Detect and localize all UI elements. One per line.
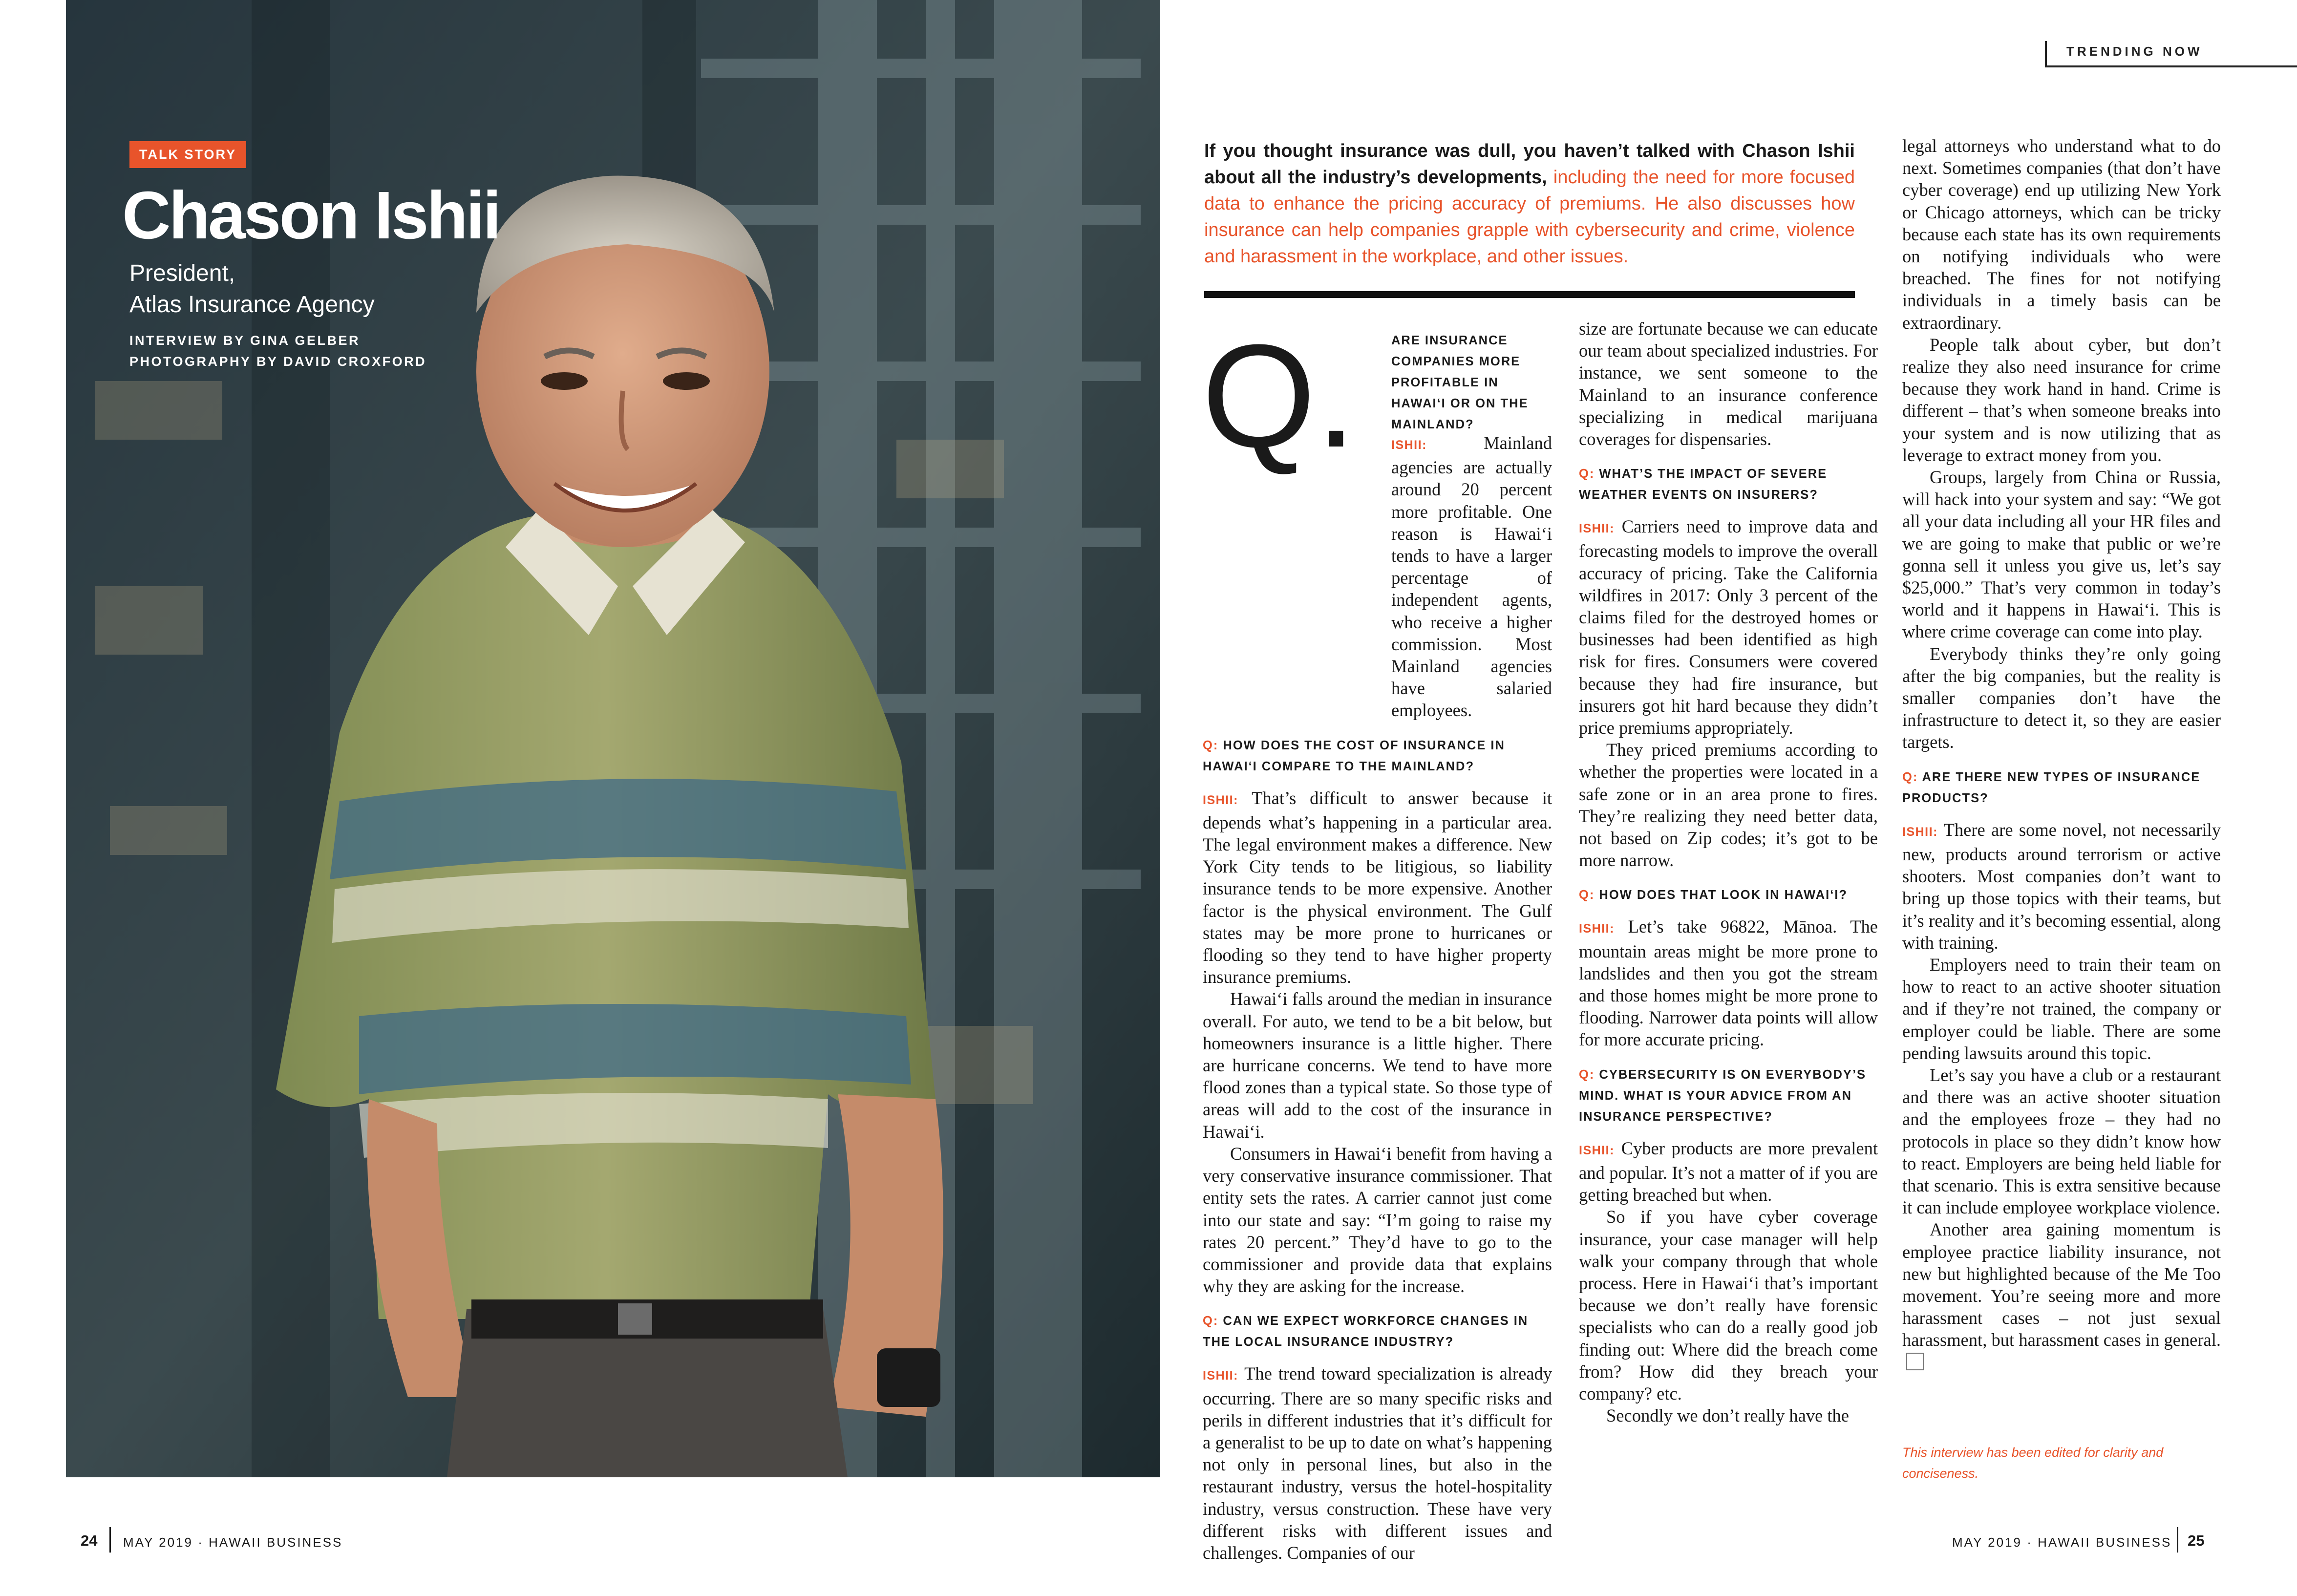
answer-7c: Let’s say you have a club or a restaurant and there was an active shooter situation and the employees froze – they had no protocols in place so they didn’t know how to react. Employers are being held liable for that scenario. This is extra sensitive because it can include employee workplace violence.	[1902, 1064, 2221, 1218]
question-4: Q: WHAT’S THE IMPACT OF SEVERE WEATHER EVENTS ON INSURERS?	[1579, 467, 1828, 502]
section-rule-vertical	[2045, 41, 2047, 67]
question-7: Q: ARE THERE NEW TYPES OF INSURANCE PRODUCTS?	[1902, 770, 2201, 805]
footer-left: MAY 2019 · HAWAII BUSINESS	[123, 1535, 343, 1550]
answer-6-cont: legal attorneys who understand what to do next. Sometimes companies (that don’t have cyber coverage) end up utilizing New York or Chicago attorneys, which can be tricky because each state has its own requirements on notifying individuals who were breached. The fines for not notifying individuals in a timely basis can be extraordinary.	[1902, 136, 2221, 333]
answer-6b: So if you have cyber coverage insurance, your case manager will help walk your company through that whole process. Here in Hawai‘i that’s important because we don’t really have forensic specialists who can do a really good job finding out: Where did the breach come from? How did they breach your company? etc.	[1579, 1207, 1878, 1404]
page-number-left: 24	[81, 1532, 98, 1549]
answer-6: ISHII: Cyber products are more prevalent and popular. It’s not a matter of if you are getting breached but when.	[1579, 1138, 1878, 1205]
footer-right: MAY 2019 · HAWAII BUSINESS	[1952, 1535, 2172, 1550]
speaker-label: ISHII:	[1391, 438, 1427, 452]
answer-4: ISHII: Carriers need to improve data and forecasting models to improve the overall accuracy of pricing. Take the California wildfires in 2017: Only 3 percent of the claims filed for the destroyed homes or businesses had been identified as high risk for fires. Consumers were covered because they had fire insurance, but insurers got hit hard because they didn’t price premiums appropriately.	[1579, 516, 1878, 738]
intro-bold: If you thought insurance was dull, you haven’t talked with Chason Ishii about all the industry’s developments,	[1204, 141, 1855, 188]
answer-4b: They priced premiums according to whether the properties were located in a safe zone or in an area prone to fires. They’re realizing they need better data, not based on Zip codes; it’s got to be more narrow.	[1579, 740, 1878, 871]
answer-6d: People talk about cyber, but don’t realize they also need insurance for crime because they work hand in hand. Crime is different – that’s when someone breaks into your system and is now utilizing that as leverage to extract money from you.	[1902, 334, 2221, 465]
column-1	[1203, 432, 1552, 1564]
interviewee-name: Chason Ishii	[122, 178, 500, 253]
editor-note: This interview has been edited for clarity and conciseness.	[1902, 1445, 2164, 1481]
footer-divider-left	[109, 1527, 111, 1553]
section-tag: TALK STORY	[129, 141, 246, 168]
column-2	[1579, 318, 1878, 1426]
question-2: Q: HOW DOES THE COST OF INSURANCE IN HAWAI‘I COMPARE TO THE MAINLAND?	[1203, 738, 1505, 773]
answer-7d: Another area gaining momentum is employee practice liability insurance, not new but highlighted because of the Me Too movement. You’re seeing more and more harassment cases – not just sexual harassment, but harassment cases in general.	[1902, 1218, 2221, 1373]
answer-6c: Secondly we don’t really have the	[1606, 1405, 1849, 1426]
column-1-top	[1391, 330, 1553, 445]
page-number-right: 25	[2188, 1532, 2205, 1549]
answer-2b: Hawai‘i falls around the median in insurance overall. For auto, we tend to be a bit below, but homeowners insurance is a little higher. There are hurricane concerns. We tend to have more flood zones than a typical state. So those type of areas will add to the cost of the insurance in Hawai‘i.	[1203, 989, 1552, 1142]
answer-7: ISHII: There are some novel, not necessarily new, products around terrorism or active shooters. Most companies don’t want to bring up those topics with their teams, but it’s reality and it’s becoming essential, along with training.	[1902, 819, 2221, 953]
question-3: Q: CAN WE EXPECT WORKFORCE CHANGES IN THE LOCAL INSURANCE INDUSTRY?	[1203, 1314, 1529, 1349]
answer-1: ISHII: Mainland agencies are actually around 20 percent more profitable. One reason is Hawai‘i tends to have a larger percentage of independent agents, who receive a higher commission. Most Mainland agencies have salaried employees.	[1391, 433, 1552, 721]
answer-5: ISHII: Let’s take 96822, Mānoa. The mountain areas might be more prone to landslides and then you got the stream and those homes might be more prone to flooding. Narrower data points will allow for more accurate pricing.	[1579, 916, 1878, 1050]
intro-orange: including the need for more focused data to enhance the pricing accuracy of premiums. He also discusses how insurance can help companies grapple with cybersecurity and crime, violence and harassment in the workplace, and other issues.	[1204, 167, 1855, 267]
question-6: Q: CYBERSECURITY IS ON EVERYBODY’S MIND. WHAT IS YOUR ADVICE FROM AN INSURANCE PERSPECTIVE?	[1579, 1067, 1867, 1124]
role-line-2: Atlas Insurance Agency	[129, 292, 375, 318]
footer-divider-right	[2177, 1527, 2178, 1553]
credits	[129, 330, 426, 372]
question-5: Q: HOW DOES THAT LOOK IN HAWAI‘I?	[1579, 888, 1848, 902]
answer-6f: Everybody thinks they’re only going after the big companies, but the reality is smaller companies don’t have the infrastructure to detect it, so they are easier targets.	[1902, 643, 2221, 752]
answer-6e: Groups, largely from China or Russia, will hack into your system and say: “We got all your data including all your HR files and we are going to make that public or we’re gonna sell it unless you give us, let’s say $25,000.” That’s very common in today’s world and it happens in Hawai‘i. This is where crime coverage can come into play.	[1902, 467, 2221, 642]
credit-photo: PHOTOGRAPHY BY DAVID CROXFORD	[129, 354, 427, 369]
question-1: ARE INSURANCE COMPANIES MORE PROFITABLE IN HAWAI‘I OR ON THE MAINLAND?	[1391, 334, 1529, 431]
section-rule-horizontal	[2045, 65, 2297, 67]
intro-paragraph	[1204, 138, 1855, 270]
answer-3: ISHII: The trend toward specialization is already occurring. There are so many specific risks and perils in different industries that it’s difficult for a generalist to be up to date on what’s happening not only in personal lines, but also in the restaurant industry, versus the hotel-hospitality industry, versus construction. These have very different risks with different issues and challenges. Companies of our	[1203, 1363, 1552, 1563]
end-mark-icon	[1906, 1353, 1924, 1370]
role-line-1: President,	[129, 260, 235, 286]
credit-interview: INTERVIEW BY GINA GELBER	[129, 333, 361, 348]
big-q-dropcap: Q.	[1202, 314, 1357, 478]
answer-2c: Consumers in Hawai‘i benefit from having a very conservative insurance commissioner. That entity sets the rates. A carrier cannot just come into our state and say: “I’m going to raise my rates 20 percent.” They’d have to go to the commissioner and provide data that explains why they are asking for the increase.	[1203, 1143, 1552, 1297]
answer-7b: Employers need to train their team on how to react to an active shooter situation and if they’re not trained, the company or employer could be liable. There are some pending lawsuits around this topic.	[1902, 954, 2221, 1063]
interviewee-role	[129, 258, 375, 320]
section-label: TRENDING NOW	[2066, 44, 2203, 59]
column-3	[1902, 135, 2221, 1373]
intro-rule	[1204, 291, 1855, 298]
answer-2: ISHII: That’s difficult to answer because it depends what’s happening in a particular area. The legal environment makes a difference. New York City tends to be litigious, so liability insurance tends to be more expensive. Another factor is the physical environment. The Gulf states may be more prone to hurricanes or flooding so they tend to have higher property insurance premiums.	[1203, 787, 1552, 987]
answer-3-cont: size are fortunate because we can educate our team about specialized industries. For instance, we sent someone to the Mainland to an insurance conference specializing in medical marijuana coverages for dispensaries.	[1579, 319, 1878, 449]
